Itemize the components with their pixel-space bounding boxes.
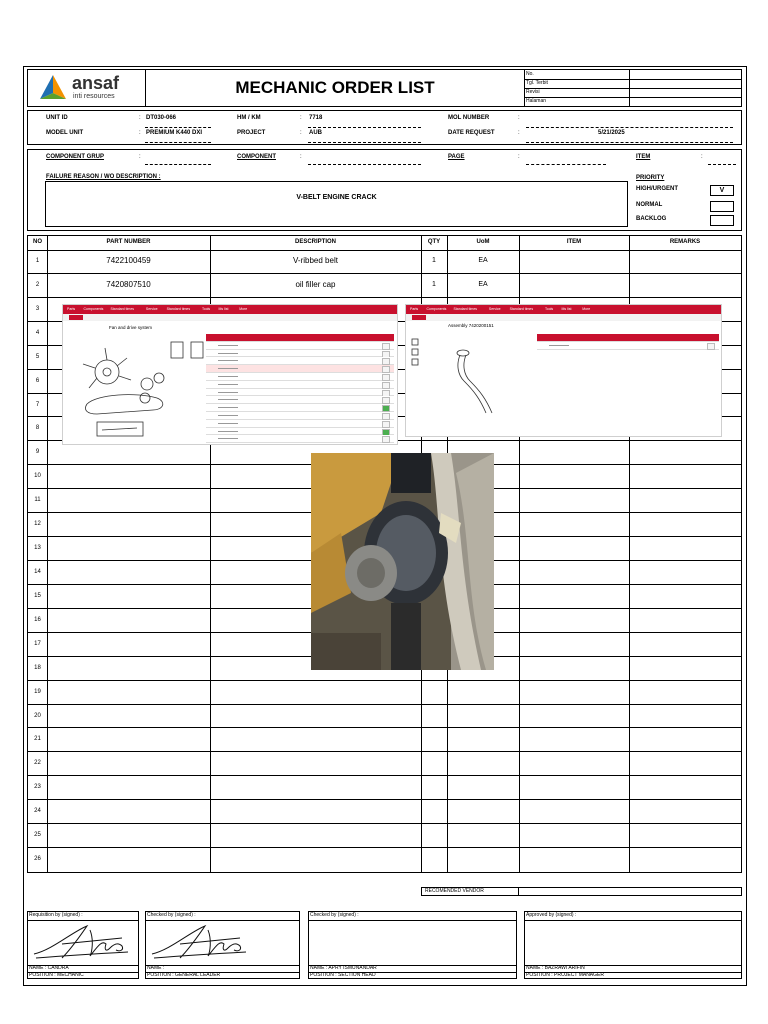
- row-qty: [421, 800, 447, 823]
- table-row: [28, 250, 741, 274]
- row-part-number: [47, 800, 210, 823]
- row-part-number: [47, 848, 210, 871]
- catalog-tab: Tools: [202, 307, 211, 311]
- engine-photo-icon: [311, 453, 494, 670]
- signature-name: NAME : CANDRA: [29, 965, 69, 971]
- catalog-tab: Standard times: [453, 307, 478, 311]
- row-uom: [447, 800, 519, 823]
- row-number: 26: [34, 856, 41, 863]
- row-uom: [447, 824, 519, 847]
- catalog-tab: More: [239, 307, 248, 311]
- logo: [38, 73, 148, 103]
- row-part-number: 7420807510: [106, 279, 151, 289]
- priority-high-box[interactable]: [710, 185, 734, 196]
- catalog-tab: Components: [83, 307, 104, 311]
- row-qty: [421, 681, 447, 704]
- row-number: 22: [34, 760, 41, 767]
- meta-label-halaman: Halaman: [526, 98, 547, 104]
- row-qty: [421, 705, 447, 728]
- model-label: MODEL UNIT: [46, 130, 84, 136]
- date-value: 5/21/2025: [598, 130, 625, 136]
- project-value: AUB: [309, 130, 322, 136]
- row-description: [210, 728, 421, 751]
- table-row: [28, 705, 741, 729]
- row-qty: [421, 728, 447, 751]
- catalog-tab: Tools: [545, 307, 554, 311]
- row-number: 1: [35, 258, 40, 264]
- catalog-table-row: [537, 342, 719, 350]
- row-number: 16: [34, 616, 41, 623]
- row-qty: [421, 824, 447, 847]
- col-header-description: DESCRIPTION: [294, 239, 336, 245]
- page-title: MECHANIC ORDER LIST: [235, 78, 435, 97]
- priority-backlog-label: BACKLOG: [636, 216, 667, 222]
- row-qty: [421, 752, 447, 775]
- meta-label-tgl: Tgl. Terbit: [526, 80, 548, 86]
- priority-backlog-box[interactable]: [710, 215, 734, 226]
- signature-heading: Checked by (signed) :: [147, 912, 196, 918]
- catalog-table-row: [206, 420, 394, 428]
- row-part-number: [47, 513, 210, 536]
- row-uom: EA: [478, 257, 488, 264]
- signature-box: [27, 911, 139, 979]
- row-number: 20: [34, 712, 41, 719]
- catalog-tab: Ms list: [561, 307, 572, 311]
- row-uom: [447, 681, 519, 704]
- row-description: [210, 776, 421, 799]
- catalog-right-title: Assembly 7420200151: [448, 323, 494, 328]
- table-row: [28, 274, 741, 298]
- row-number: 18: [34, 664, 41, 671]
- row-number: 24: [34, 808, 41, 815]
- table-row: [28, 681, 741, 705]
- row-part-number: [47, 489, 210, 512]
- row-number: 17: [34, 640, 41, 647]
- priority-high-label: HIGH/URGENT: [636, 186, 678, 192]
- date-label: DATE REQUEST: [448, 130, 495, 136]
- priority-normal-box[interactable]: [710, 201, 734, 212]
- row-number: 6: [35, 377, 40, 384]
- row-number: 15: [34, 592, 41, 599]
- signature-heading: Requisition by (signed) :: [29, 912, 83, 918]
- row-number: 5: [35, 353, 40, 360]
- row-uom: [447, 848, 519, 871]
- handwritten-signature-icon: [32, 922, 132, 962]
- catalog-tab: Standard times: [166, 307, 191, 311]
- catalog-table-row: [206, 334, 394, 342]
- priority-high-mark: V: [719, 187, 725, 194]
- catalog-left-title: Fan and drive system: [109, 325, 153, 330]
- catalog-table-row: [206, 428, 394, 436]
- signature-heading: Approved by (signed) :: [526, 912, 577, 918]
- row-qty: 1: [432, 257, 436, 264]
- component-grup-label: COMPONENT GRUP: [46, 154, 105, 160]
- row-part-number: [47, 705, 210, 728]
- catalog-table-row: [206, 389, 394, 397]
- signature-position: POSITION : MECHANIC: [29, 972, 84, 978]
- row-number: 8: [35, 425, 40, 432]
- recomended-vendor-box: [421, 887, 742, 896]
- row-part-number: [47, 609, 210, 632]
- unit-id-value: DT030-066: [146, 115, 177, 121]
- row-number: 7: [35, 401, 40, 408]
- signature-heading: Checked by (signed) :: [310, 912, 359, 918]
- table-row: [28, 752, 741, 776]
- header-box: [27, 69, 742, 107]
- row-number: 12: [34, 521, 41, 528]
- parts-catalog-screenshot-left: [62, 304, 398, 445]
- catalog-table-row: [206, 357, 394, 365]
- row-part-number: [47, 752, 210, 775]
- row-qty: 1: [432, 280, 436, 288]
- item-label: ITEM: [636, 154, 651, 160]
- recomended-vendor-label: RECOMENDED VENDOR: [425, 888, 484, 894]
- row-number: 3: [35, 305, 40, 312]
- unit-id-label: UNIT ID: [46, 115, 68, 121]
- signature-position: POSITION : SECTION HEAD: [310, 972, 376, 978]
- page-label: PAGE: [448, 154, 465, 160]
- catalog-tab: Service: [488, 307, 501, 311]
- row-qty: [421, 776, 447, 799]
- row-number: 21: [34, 736, 41, 743]
- col-header-item: ITEM: [566, 239, 582, 245]
- row-description: oil filler cap: [295, 279, 336, 289]
- row-part-number: [47, 633, 210, 656]
- row-part-number: [47, 776, 210, 799]
- catalog-tab: Standard times: [110, 307, 135, 311]
- row-part-number: [47, 657, 210, 680]
- vbelt-engine-photo: [311, 453, 494, 670]
- ansaf-logo-icon: [38, 73, 68, 103]
- signature-position: POSITION : PROJECT MANAGER: [526, 972, 604, 978]
- catalog-tab: Service: [145, 307, 158, 311]
- signature-box: [308, 911, 517, 979]
- catalog-table-row: [206, 342, 394, 350]
- row-uom: [447, 776, 519, 799]
- catalog-table-row: [206, 365, 394, 373]
- row-number: 10: [34, 473, 41, 480]
- meta-label-revisi: Revisi: [526, 89, 540, 95]
- row-number: 14: [34, 569, 41, 575]
- row-uom: [447, 705, 519, 728]
- row-part-number: [47, 824, 210, 847]
- catalog-table-row: [537, 334, 719, 342]
- catalog-tab: Components: [426, 307, 447, 311]
- row-part-number: [47, 561, 210, 584]
- oil-filler-diagram-icon: [410, 335, 520, 430]
- row-description: [210, 752, 421, 775]
- parts-catalog-screenshot-right: [405, 304, 722, 437]
- signature-box: [145, 911, 300, 979]
- row-part-number: [47, 681, 210, 704]
- row-number: 9: [35, 449, 40, 456]
- row-description: V-ribbed belt: [293, 256, 338, 265]
- logo-name: ansaf: [72, 73, 120, 93]
- catalog-table-row: [206, 404, 394, 412]
- row-uom: [447, 728, 519, 751]
- logo-sub: inti resources: [73, 93, 115, 100]
- mol-label: MOL NUMBER: [448, 115, 490, 121]
- catalog-table-row: [206, 412, 394, 420]
- component-box: COMPONENT GRUP : COMPONENT : PAGE : ITEM : FAILURE REASON / WO DESCRIPTION : V-BELT ENGINE CRACK PRIORITY HIGH/URGENT V NORMAL BACKLOG: [27, 149, 742, 231]
- hm-value: 7718: [309, 115, 323, 121]
- row-part-number: 7422100459: [106, 256, 151, 265]
- row-qty: [421, 848, 447, 871]
- row-description: [210, 824, 421, 847]
- catalog-table-row: [206, 435, 394, 443]
- catalog-table-row: [206, 373, 394, 381]
- col-header-no: NO: [33, 239, 42, 245]
- row-uom: EA: [478, 280, 488, 288]
- table-row: [28, 824, 741, 848]
- handwritten-signature-icon: [150, 922, 250, 962]
- priority-normal-label: NORMAL: [636, 202, 663, 208]
- row-description: [210, 705, 421, 728]
- col-header-remarks: REMARKS: [669, 239, 701, 245]
- row-number: 13: [34, 545, 41, 552]
- table-row: [28, 728, 741, 752]
- failure-label: FAILURE REASON / WO DESCRIPTION :: [46, 174, 161, 180]
- component-label: COMPONENT: [237, 154, 276, 160]
- catalog-table-row: [206, 381, 394, 389]
- catalog-tab: Parts: [67, 307, 76, 311]
- row-number: 2: [35, 281, 40, 288]
- failure-text: V-BELT ENGINE CRACK: [296, 194, 377, 201]
- row-part-number: [47, 585, 210, 608]
- signature-name: NAME : BAZRAWI ARIFIN: [526, 965, 585, 971]
- catalog-tab: Standard times: [509, 307, 534, 311]
- row-description: [210, 800, 421, 823]
- catalog-tab: More: [582, 307, 591, 311]
- engine-fan-diagram-icon: [67, 334, 207, 439]
- catalog-tab: Parts: [410, 307, 419, 311]
- table-row: [28, 848, 741, 872]
- catalog-table-row: [206, 396, 394, 404]
- info-box: UNIT ID : DT030-066 HM / KM : 7718 MOL NUMBER : MODEL UNIT : PREMIUM K440 DXI PROJECT : AUB DATE REQUEST : 5/21/2025: [27, 110, 742, 145]
- row-description: [210, 848, 421, 871]
- row-number: 25: [34, 832, 41, 839]
- meta-label-no: No.: [526, 71, 534, 77]
- project-label: PROJECT: [237, 130, 266, 136]
- catalog-tab: Ms list: [218, 307, 229, 311]
- row-number: 19: [34, 688, 41, 695]
- signature-box: [524, 911, 742, 979]
- signature-name: NAME :: [147, 965, 165, 971]
- row-number: 23: [34, 784, 41, 791]
- row-part-number: [47, 728, 210, 751]
- row-part-number: [47, 465, 210, 488]
- failure-box: [45, 181, 628, 227]
- signature-position: POSITION : GENERAL LEADER: [147, 972, 221, 978]
- table-row: [28, 800, 741, 824]
- catalog-table-row: [206, 350, 394, 358]
- row-number: 4: [35, 329, 40, 336]
- row-uom: [447, 752, 519, 775]
- priority-label: PRIORITY: [636, 175, 665, 181]
- col-header-part-number: PART NUMBER: [106, 239, 151, 245]
- row-number: 11: [34, 497, 41, 504]
- signature-name: NAME : APRY ISMUNANDAR: [310, 965, 377, 971]
- col-header-qty: QTY: [427, 239, 441, 245]
- col-header-uom: UoM: [476, 239, 490, 245]
- row-part-number: [47, 537, 210, 560]
- hm-label: HM / KM: [237, 115, 261, 121]
- row-description: [210, 681, 421, 704]
- table-row: [28, 776, 741, 800]
- model-value: PREMIUM K440 DXI: [146, 130, 203, 136]
